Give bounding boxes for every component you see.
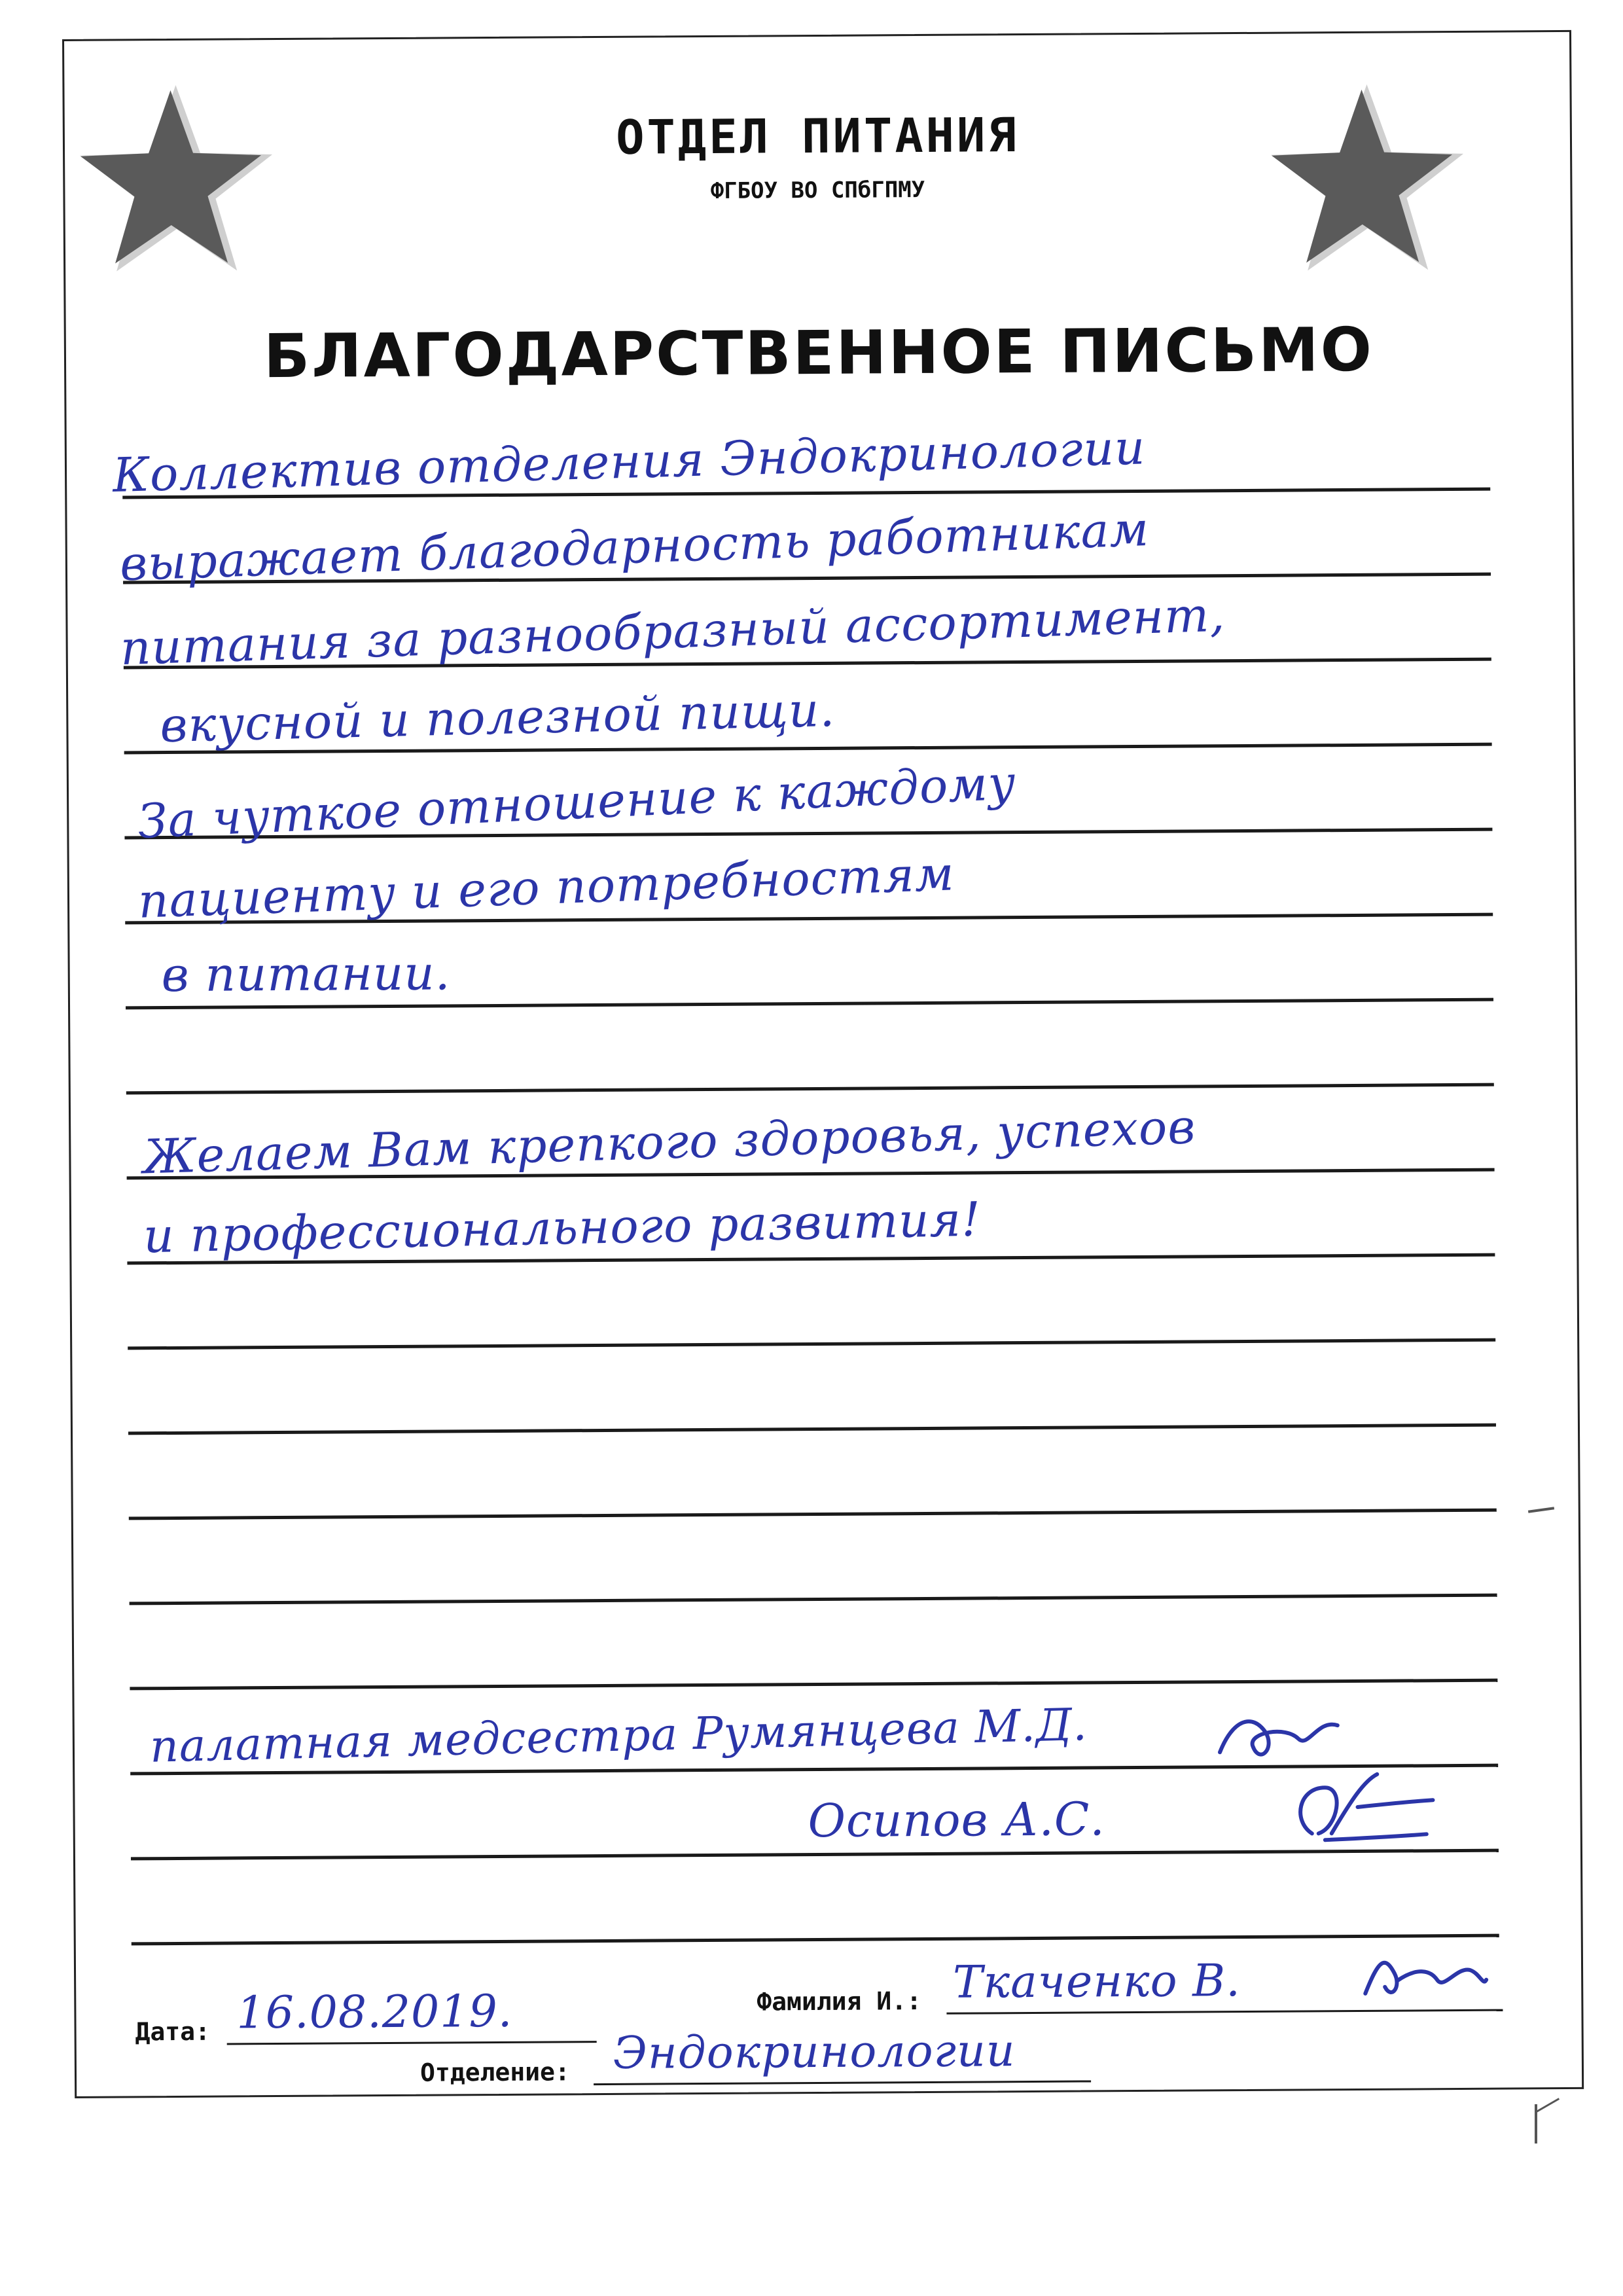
name-value: Ткаченко В. bbox=[952, 1955, 1241, 2009]
letter-line-5: За чуткое отношение к каждому bbox=[136, 755, 1018, 850]
date-field-line bbox=[227, 2041, 597, 2045]
signature-line-2: Осипов А.С. bbox=[808, 1792, 1105, 1848]
date-value: 16.08.2019. bbox=[236, 1985, 513, 2039]
signature-mark bbox=[1285, 1761, 1436, 1859]
ruled-line bbox=[130, 1679, 1497, 1691]
ruled-line bbox=[132, 1934, 1499, 1946]
signature-line-1: палатная медсестра Румянцева М.Д. bbox=[149, 1698, 1088, 1773]
letter-line-10: и профессионального развития! bbox=[143, 1191, 982, 1264]
department-label: Отделение: bbox=[419, 2057, 570, 2087]
department-field-line bbox=[594, 2080, 1091, 2085]
letter-line-7: в питании. bbox=[161, 945, 451, 1003]
letter-line-1: Коллектив отделения Эндокринологии bbox=[112, 420, 1147, 503]
ruled-line bbox=[128, 1338, 1495, 1350]
name-label: Фамилия И.: bbox=[757, 1986, 922, 2017]
star-icon bbox=[77, 79, 275, 277]
scan-artifact bbox=[1536, 2098, 1560, 2113]
department-title: ОТДЕЛ ПИТАНИЯ bbox=[615, 107, 1019, 165]
department-value: Эндокринологии bbox=[613, 2025, 1016, 2079]
ruled-line bbox=[130, 1594, 1497, 1605]
ruled-line bbox=[126, 1083, 1494, 1095]
letter-form bbox=[62, 30, 1584, 2098]
signature-mark bbox=[1359, 1941, 1490, 2013]
letter-line-9: Желаем Вам крепкого здоровья, успехов bbox=[142, 1099, 1197, 1185]
ruled-line bbox=[129, 1509, 1497, 1520]
ruled-line bbox=[128, 1424, 1496, 1435]
letter-line-4: вкусной и полезной пищи. bbox=[159, 681, 836, 753]
letter-line-6: пациенту и его потребностям bbox=[137, 846, 955, 929]
letter-line-3: питания за разнообразный ассортимент, bbox=[119, 586, 1226, 676]
letter-title: БЛАГОДАРСТВЕННОЕ ПИСЬМО bbox=[263, 314, 1374, 392]
letter-line-2: выражает благодарность работникам bbox=[118, 501, 1150, 592]
institution-name: ФГБОУ ВО СПбГПМУ bbox=[710, 176, 925, 204]
date-label: Дата: bbox=[135, 2017, 211, 2047]
